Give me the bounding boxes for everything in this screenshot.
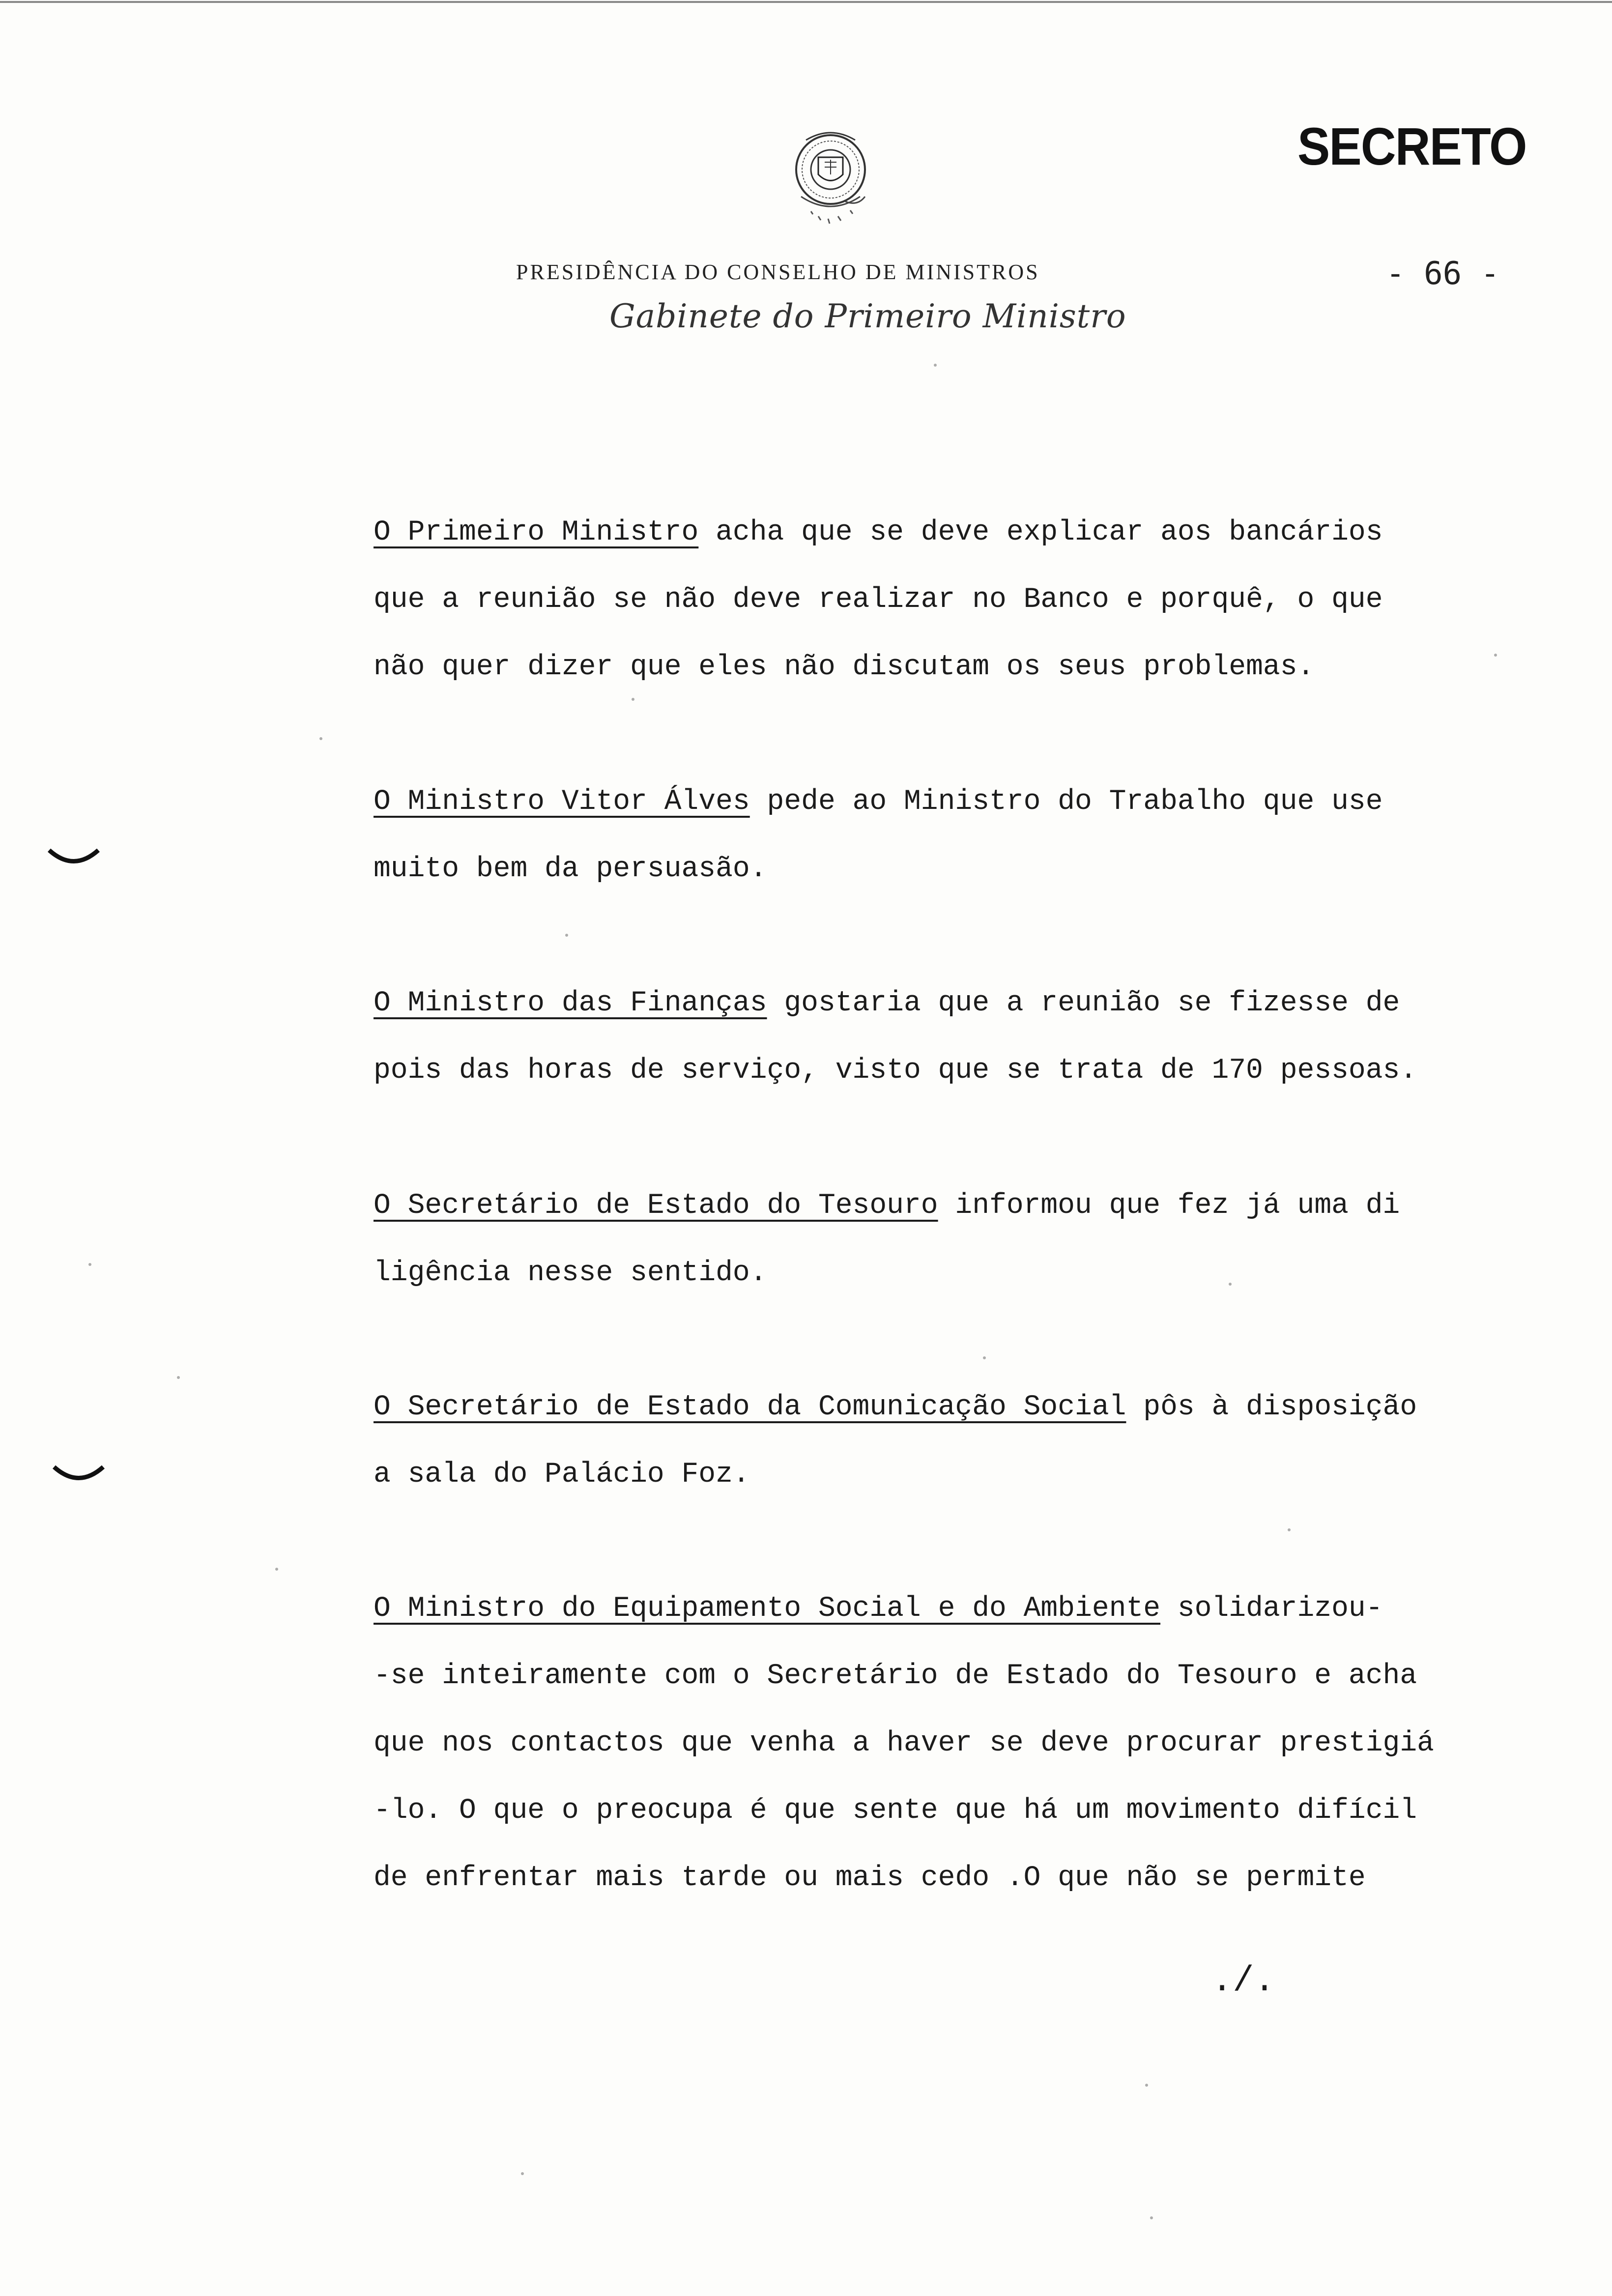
paragraph-ministro-equipamento	[374, 1575, 1484, 1912]
text-line	[374, 1575, 1484, 1642]
scan-speck	[88, 1263, 91, 1266]
department-name: Gabinete do Primeiro Ministro	[609, 297, 1126, 335]
text-line: -se inteiramente com o Secretário de Estado do Tesouro e acha	[374, 1660, 1417, 1692]
text-line: não quer dizer que eles não discutam os seus problemas.	[374, 651, 1315, 683]
text-line	[374, 768, 1484, 835]
classification-stamp: SECRETO	[1297, 116, 1526, 176]
speaker-name: O Secretário de Estado da Comunicação Social	[374, 1391, 1126, 1423]
binding-hole-mark	[52, 1462, 106, 1487]
scan-speck	[521, 2172, 524, 2175]
text-line: pois das horas de serviço, visto que se trata de 170 pessoas.	[374, 1055, 1417, 1087]
text-line: que nos contactos que venha a haver se deve procurar prestigiá	[374, 1727, 1434, 1759]
scan-speck	[275, 1568, 278, 1571]
paragraph-secretario-tesouro	[374, 1172, 1484, 1307]
page-number: - 66 -	[1386, 256, 1500, 292]
paragraph-vitor-alves	[374, 768, 1484, 903]
speaker-name: O Ministro Vitor Álves	[374, 786, 750, 818]
speaker-name: O Primeiro Ministro	[374, 517, 699, 548]
text-line	[374, 499, 1484, 566]
binding-hole-mark	[47, 845, 101, 870]
organization-name: PRESIDÊNCIA DO CONSELHO DE MINISTROS	[516, 260, 1040, 284]
scan-speck	[1494, 654, 1497, 657]
text-line: ligência nesse sentido.	[374, 1257, 767, 1289]
scan-speck	[1288, 1528, 1291, 1531]
line-text: pede ao Ministro do Trabalho que use	[749, 786, 1383, 818]
scan-top-edge	[0, 1, 1612, 3]
text-line	[374, 1172, 1484, 1239]
line-text: solidarizou-	[1160, 1593, 1383, 1625]
text-line: -lo. O que o preocupa é que sente que há um movimento difícil	[374, 1795, 1417, 1827]
scan-speck	[1150, 2216, 1153, 2219]
paragraph-primeiro-ministro	[374, 499, 1484, 701]
coat-of-arms-seal-icon	[772, 118, 890, 246]
text-line: muito bem da persuasão.	[374, 853, 767, 885]
line-text: acha que se deve explicar aos bancários	[698, 517, 1383, 548]
scan-speck	[934, 364, 937, 367]
line-text: pôs à disposição	[1126, 1391, 1417, 1423]
line-text: gostaria que a reunião se fizesse de	[767, 987, 1400, 1019]
text-line: que a reunião se não deve realizar no Banco e porquê, o que	[374, 584, 1383, 616]
scan-speck	[177, 1376, 180, 1379]
paragraph-ministro-financas	[374, 970, 1484, 1104]
text-line: a sala do Palácio Foz.	[374, 1459, 750, 1491]
continuation-mark: ./.	[1211, 1961, 1275, 2001]
speaker-name: O Ministro das Finanças	[374, 987, 767, 1019]
line-text: informou que fez já uma di	[938, 1190, 1400, 1222]
speaker-name: O Ministro do Equipamento Social e do Ambiente	[374, 1593, 1161, 1625]
scan-speck	[319, 737, 322, 740]
text-line	[374, 1374, 1484, 1441]
scan-speck	[983, 1356, 986, 1359]
speaker-name: O Secretário de Estado do Tesouro	[374, 1190, 938, 1222]
text-line	[374, 970, 1484, 1037]
scan-speck	[565, 934, 568, 937]
scan-speck	[1145, 2084, 1148, 2087]
scan-speck	[1229, 1283, 1232, 1286]
text-line: de enfrentar mais tarde ou mais cedo .O que não se permite	[374, 1862, 1366, 1894]
scan-speck	[632, 698, 634, 701]
paragraph-secretario-comunicacao	[374, 1374, 1484, 1508]
